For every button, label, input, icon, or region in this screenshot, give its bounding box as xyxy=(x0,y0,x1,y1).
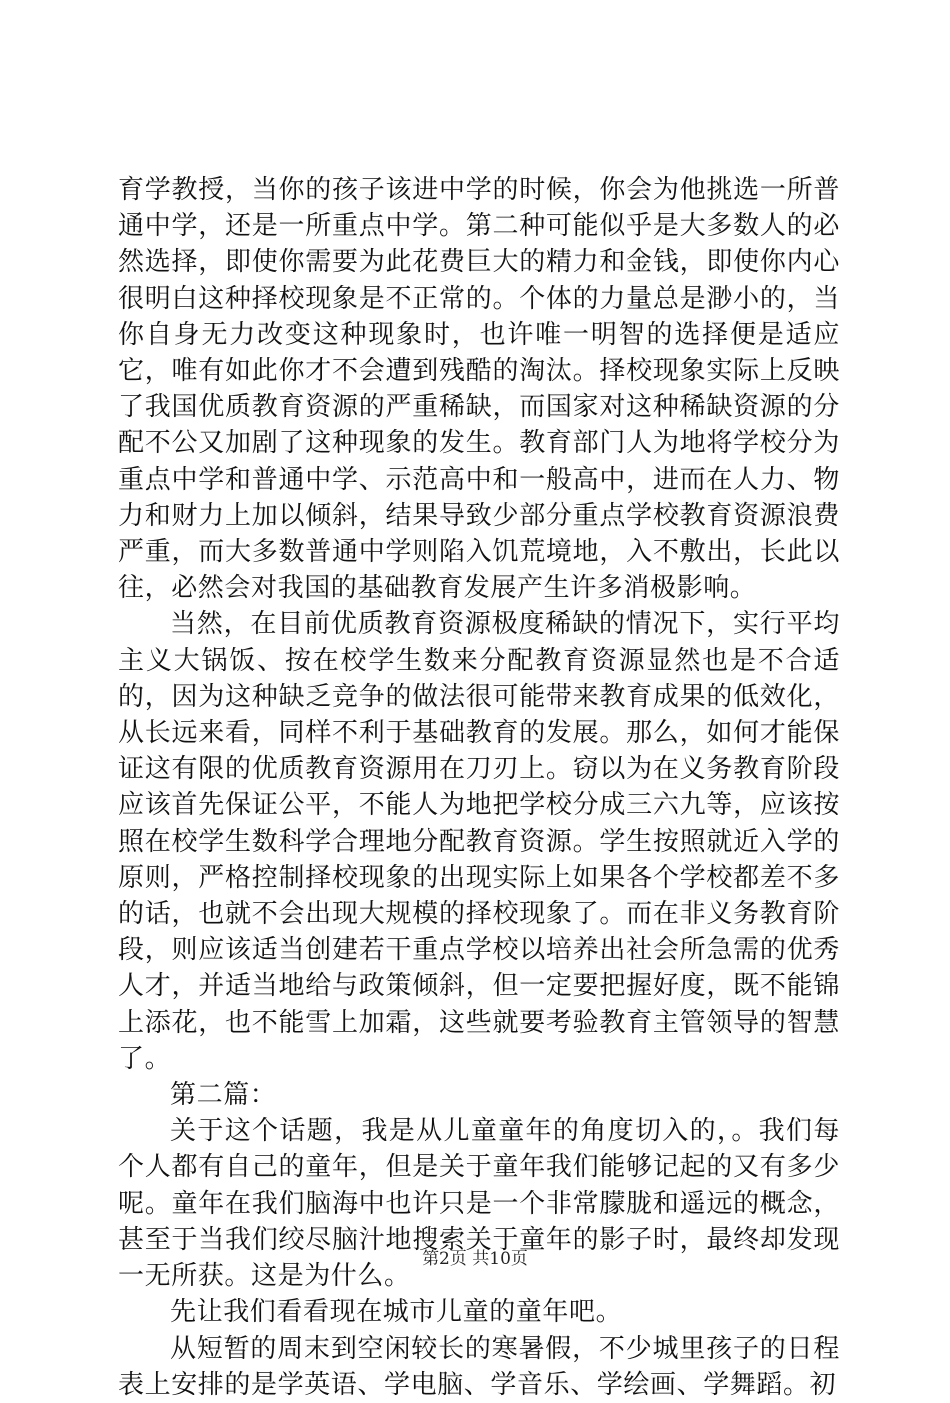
paragraph-continuation: 育学教授，当你的孩子该进中学的时候，你会为他挑选一所普通中学，还是一所重点中学。第二种可能似乎是大多数人的必然选择，即使你需要为此花费巨大的精力和金钱，即使你内心很明白这种择校现象是不正常的。个体的力量总是渺小的，当你自身无力改变这种现象时，也许唯一明智的选择便是适应它，唯有如此你才不会遭到残酷的淘汰。择校现象实际上反映了我国优质教育资源的严重稀缺，而国家对这种稀缺资源的分配不公又加剧了这种现象的发生。教育部门人为地将学校分为重点中学和普通中学、示范高中和一般高中，进而在人力、物力和财力上加以倾斜，结果导致少部分重点学校教育资源浪费严重，而大多数普通中学则陷入饥荒境地，入不敷出，长此以往，必然会对我国的基础教育发展产生许多消极影响。 xyxy=(118,175,840,604)
page-number-footer: 第2页 共10页 xyxy=(422,1249,528,1269)
paragraph-resource-allocation: 当然，在目前优质教育资源极度稀缺的情况下，实行平均主义大锅饭、按在校学生数来分配教育资源显然也是不合适的，因为这种缺乏竞争的做法很可能带来教育成果的低效化，从长远来看，同样不利于基础教育的发展。那么，如何才能保证这有限的优质教育资源用在刀刃上。窃以为在义务教育阶段应该首先保证公平，不能人为地把学校分成三六九等，应该按照在校学生数科学合理地分配教育资源。学生按照就近入学的原则，严格控制择校现象的出现实际上如果各个学校都差不多的话，也就不会出现大规模的择校现象了。而在非义务教育阶段，则应该适当创建若干重点学校以培养出社会所急需的优秀人才，并适当地给与政策倾斜，但一定要把握好度，既不能锦上添花，也不能雪上加霜，这些就要考验教育主管领导的智慧了。 xyxy=(118,609,840,1074)
paragraph-schedule: 从短暂的周末到空闲较长的寒暑假，不少城里孩子的日程表上安排的是学英语、学电脑、学音乐、学绘画、学舞蹈。初 xyxy=(118,1333,840,1400)
paragraph-city-children: 先让我们看看现在城市儿童的童年吧。 xyxy=(170,1297,623,1328)
paragraph-childhood-intro: 关于这个话题，我是从儿童童年的角度切入的，。我们每个人都有自己的童年，但是关于童年我们能够记起的又有多少呢。童年在我们脑海中也许只是一个非常朦胧和遥远的概念，甚至于当我们绞尽脑汁地搜索关于童年的影子时，最终却发现一无所获。这是为什么。 xyxy=(118,1116,840,1292)
section-heading: 第二篇： xyxy=(170,1080,277,1111)
document-body xyxy=(118,172,840,1403)
